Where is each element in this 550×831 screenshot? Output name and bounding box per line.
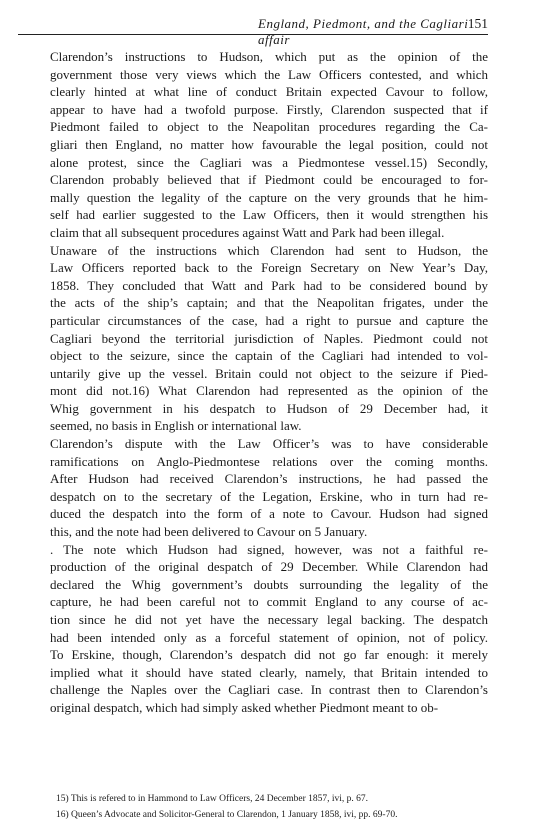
text-line: clearly hinted at what line of conduct Britain expected Cavour to follow, [50,84,488,100]
text-line: capture, he had been careful not to commit England to any course of ac- [50,594,488,610]
body-text [20,48,488,717]
text-line: production of the original despatch of 29 December. While Clarendon had [50,559,488,575]
paragraph [20,48,488,242]
text-line: ramifications on Anglo-Piedmontese relations over the coming months. [50,453,488,469]
text-line: seemed, no basis in English or international law. [50,418,302,434]
footnote: 16) Queen’s Advocate and Solicitor-General to Clarendon, 1 January 1858, ivi, pp. 69-70. [56,809,398,820]
text-line: After Hudson had received Clarendon’s instructions, he had passed the [50,471,488,487]
paragraph [20,435,488,541]
text-line: Clarendon’s dispute with the Law Officer’s was to have considerable [50,436,488,452]
text-line: Whig government in his despatch to Hudson of 29 December had, it [50,400,488,416]
footnotes [56,792,496,823]
running-head: England, Piedmont, and the Cagliari affair [258,16,469,47]
text-line: mally question the legality of the capture on the very grounds that he him- [50,189,488,205]
paragraph [20,541,488,717]
text-line: particular circumstances of the case, had a right to pursue and capture the [50,312,488,328]
text-line: self had earlier suggested to the Law Officers, then it would strengthen his [50,207,488,223]
text-line: mont did not.16) What Clarendon had represented as the opinion of the [50,383,488,399]
text-line: Clarendon probably believed that if Piedmont could be encouraged to for- [50,172,488,188]
text-line: . The note which Hudson had signed, however, was not a faithful re- [50,541,488,557]
text-line: government those very views which the Law Officers contested, and which [50,66,488,82]
text-line: Unaware of the instructions which Clarendon had sent to Hudson, the [50,242,488,258]
text-line: duced the despatch into the form of a note to Cavour. Hudson had signed [50,506,488,522]
text-line: gliari then England, no matter how favourable the legal position, could not [50,136,488,152]
text-line: alone protest, since the Cagliari was a Piedmontese vessel.15) Secondly, [50,154,488,170]
text-line: had been intended only as a forceful statement of opinion, not of policy. [50,629,488,645]
text-line: declared the Whig government’s doubts surrounding the legality of the [50,576,488,592]
text-line: challenge the Naples over the Cagliari case. In contrast then to Clarendon’s [50,682,488,698]
footnote: 15) This is refered to in Hammond to Law Officers, 24 December 1857, ivi, p. 67. [56,794,369,804]
text-line: claim that all subsequent procedures against Watt and Park had been illegal. [50,224,445,240]
text-line: untarily give up the vessel. Britain could not object to the seizure if Pied- [50,365,488,381]
text-line: despatch on to the secretary of the Legation, Erskine, who in turn had re- [50,488,488,504]
text-line: Piedmont failed to object to the Neapolitan procedures regarding the Ca- [50,119,488,135]
text-line: appear to have had a twofold purpose. Firstly, Clarendon suspected that if [50,101,488,117]
text-line: implied what it should have stated clearly, namely, that Britain intended to [50,664,488,680]
text-line: this, and the note had been delivered to Cavour on 5 January. [50,524,368,540]
text-line: the acts of the ship’s captain; and that the Neapolitan frigates, under the [50,295,488,311]
text-line: 1858. They concluded that Watt and Park had to be considered bound by [50,277,488,293]
page-header [18,14,488,47]
text-line: Cagliari beyond the territorial jurisdiction of Naples. Piedmont could not [50,330,488,346]
text-line: Law Officers reported back to the Foreign Secretary on New Year’s Day, [50,260,488,276]
text-line: original despatch, which had simply asked whether Piedmont meant to ob- [50,699,439,715]
text-line: tion since he did not yet have the necessary legal backing. The despatch [50,612,488,627]
text-line: To Erskine, though, Clarendon’s despatch did not go far enough: it merely [50,647,488,663]
text-line: Clarendon’s instructions to Hudson, which put as the opinion of the [50,49,488,64]
text-line: object to the seizure, since the captain of the Cagliari had intended to vol- [50,348,488,364]
page-number: 151 [467,16,488,31]
paragraph [20,242,488,436]
